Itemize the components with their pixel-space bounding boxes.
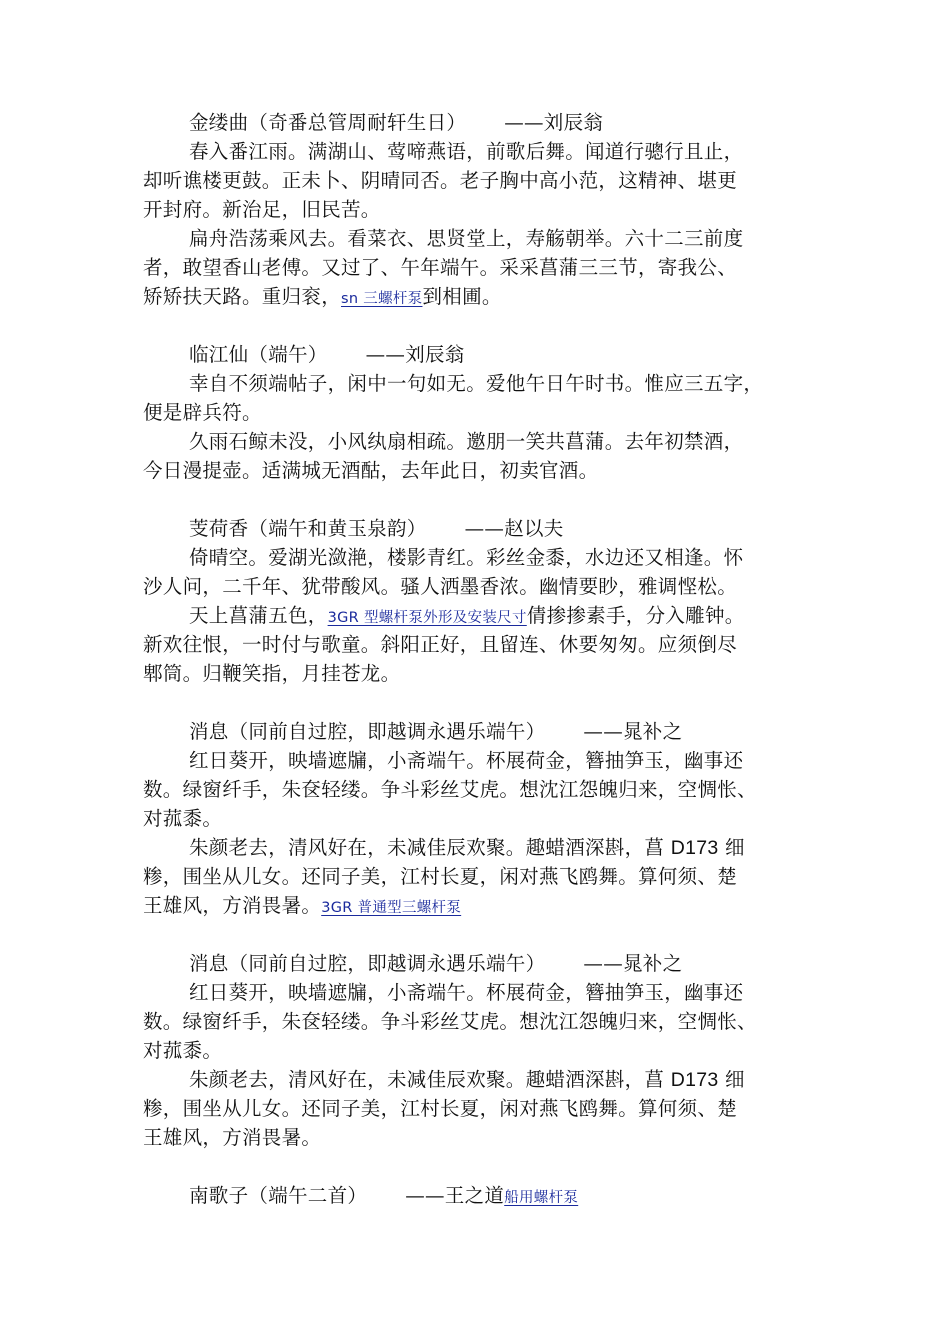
poem <box>143 514 813 688</box>
poem-title-line <box>143 717 813 746</box>
poem-title: 金缕曲（奇番总管周耐轩生日） <box>189 111 467 134</box>
poem-author: ——晁补之 <box>583 952 683 975</box>
poem-line <box>143 601 813 630</box>
poem-title-line <box>143 340 813 369</box>
code-text: D173 <box>670 837 719 859</box>
hyperlink-3gr-standard-pump[interactable]: 3GR 普通型三螺杆泵 <box>321 900 462 916</box>
code-text: D173 <box>670 1069 719 1091</box>
poem-line: 对菰黍。 <box>143 807 223 830</box>
poem-author: ——晁补之 <box>583 720 683 743</box>
poem-author: ——刘辰翁 <box>365 343 465 366</box>
poem <box>143 717 813 920</box>
poem-line <box>143 833 813 862</box>
poem-line <box>143 891 813 920</box>
poem-title-line <box>143 949 813 978</box>
poem-line: 倚晴空。爱湖光潋滟，楼影青红。彩丝金黍，水边还又相逢。怀 <box>189 546 744 569</box>
poem-line: 春入番江雨。满湖山、莺啼燕语，前歌后舞。闻道行骢行且止， <box>189 140 744 163</box>
poem-line: 却听谯楼更鼓。正未卜、阴晴同否。老子胸中高小范，这精神、堪更 <box>143 169 738 192</box>
poem-line: 开封府。新治足，旧民苦。 <box>143 198 381 221</box>
poem-line-text: 细 <box>718 1068 745 1091</box>
poem-line-text: 矫矫扶天路。重归衮， <box>143 285 342 308</box>
poem-line: 久雨石鲸未没，小风纨扇相疏。邀朋一笑共菖蒲。去年初禁酒， <box>189 430 744 453</box>
poem-title: 芰荷香（端午和黄玉泉韵） <box>189 517 427 540</box>
poem-line-text: 朱颜老去，清风好在，未减佳辰欢聚。趣蜡酒深斟，菖 <box>189 1068 671 1091</box>
poem-line: 者，敢望香山老傅。又过了、午年端午。采采菖蒲三三节，寄我公、 <box>143 256 738 279</box>
poem-line: 糁，围坐从儿女。还同子美，江村长夏，闲对燕飞鸥舞。算何须、楚 <box>143 865 738 888</box>
poem-line: 数。绿窗纤手，朱奁轻缕。争斗彩丝艾虎。想沈江怨魄归来，空惆怅、 <box>143 778 757 801</box>
poem-line: 扁舟浩荡乘风去。看菜衣、思贤堂上，寿觞朝举。六十二三前度 <box>189 227 744 250</box>
poem <box>143 108 813 311</box>
poem-line-text: 朱颜老去，清风好在，未减佳辰欢聚。趣蜡酒深斟，菖 <box>189 836 671 859</box>
poem-line: 对菰黍。 <box>143 1039 223 1062</box>
poem-line: 红日葵开，映墙遮牖，小斋端午。杯展荷金，簪抽笋玉，幽事还 <box>189 749 744 772</box>
poem-line-text: 天上菖蒲五色， <box>189 604 328 627</box>
poem-line: 王雄风，方消畏暑。 <box>143 1126 322 1149</box>
poem-line: 糁，围坐从儿女。还同子美，江村长夏，闲对燕飞鸥舞。算何须、楚 <box>143 1097 738 1120</box>
poem-title: 消息（同前自过腔，即越调永遇乐端午） <box>189 720 546 743</box>
poem-author: ——刘辰翁 <box>504 111 604 134</box>
poem-title: 临江仙（端午） <box>189 343 328 366</box>
poem <box>143 1181 813 1210</box>
poem-line: 郫筒。归鞭笑指，月挂苍龙。 <box>143 662 401 685</box>
poem-line-text: 到相圃。 <box>422 285 502 308</box>
poem <box>143 340 813 485</box>
poem-line-text: 倩掺掺素手，分入雕钟。 <box>526 604 745 627</box>
hyperlink-3gr-pump-dimensions[interactable]: 3GR 型螺杆泵外形及安装尺寸 <box>327 610 527 626</box>
document-body <box>143 108 813 1239</box>
poem-line: 便是辟兵符。 <box>143 401 262 424</box>
poem-line: 数。绿窗纤手，朱奁轻缕。争斗彩丝艾虎。想沈江怨魄归来，空惆怅、 <box>143 1010 757 1033</box>
poem-title-line <box>143 108 813 137</box>
poem-author: ——赵以夫 <box>464 517 564 540</box>
poem-line: 今日漫提壶。适满城无酒酤，去年此日，初卖官酒。 <box>143 459 599 482</box>
poem-line-text: 细 <box>718 836 745 859</box>
poem-line: 新欢往恨，一时付与歌童。斜阳正好，且留连、休要匆匆。应须倒尽 <box>143 633 738 656</box>
poem-author: ——王之道 <box>405 1184 505 1207</box>
hyperlink-sn-screw-pump[interactable]: sn 三螺杆泵 <box>341 291 423 307</box>
hyperlink-marine-screw-pump[interactable]: 船用螺杆泵 <box>504 1190 579 1206</box>
poem-line <box>143 1065 813 1094</box>
poem-title-line <box>143 1181 813 1210</box>
poem-title: 南歌子（端午二首） <box>189 1184 368 1207</box>
poem-line: 幸自不须端帖子，闲中一句如无。爱他午日午时书。惟应三五字， <box>189 372 764 395</box>
poem-line <box>143 282 813 311</box>
poem-title-line <box>143 514 813 543</box>
poem-line-text: 王雄风，方消畏暑。 <box>143 894 322 917</box>
poem-line: 红日葵开，映墙遮牖，小斋端午。杯展荷金，簪抽笋玉，幽事还 <box>189 981 744 1004</box>
poem-line: 沙人问，二千年、犹带酸风。骚人洒墨香浓。幽情要眇，雅调悭松。 <box>143 575 738 598</box>
poem-title: 消息（同前自过腔，即越调永遇乐端午） <box>189 952 546 975</box>
poem <box>143 949 813 1152</box>
